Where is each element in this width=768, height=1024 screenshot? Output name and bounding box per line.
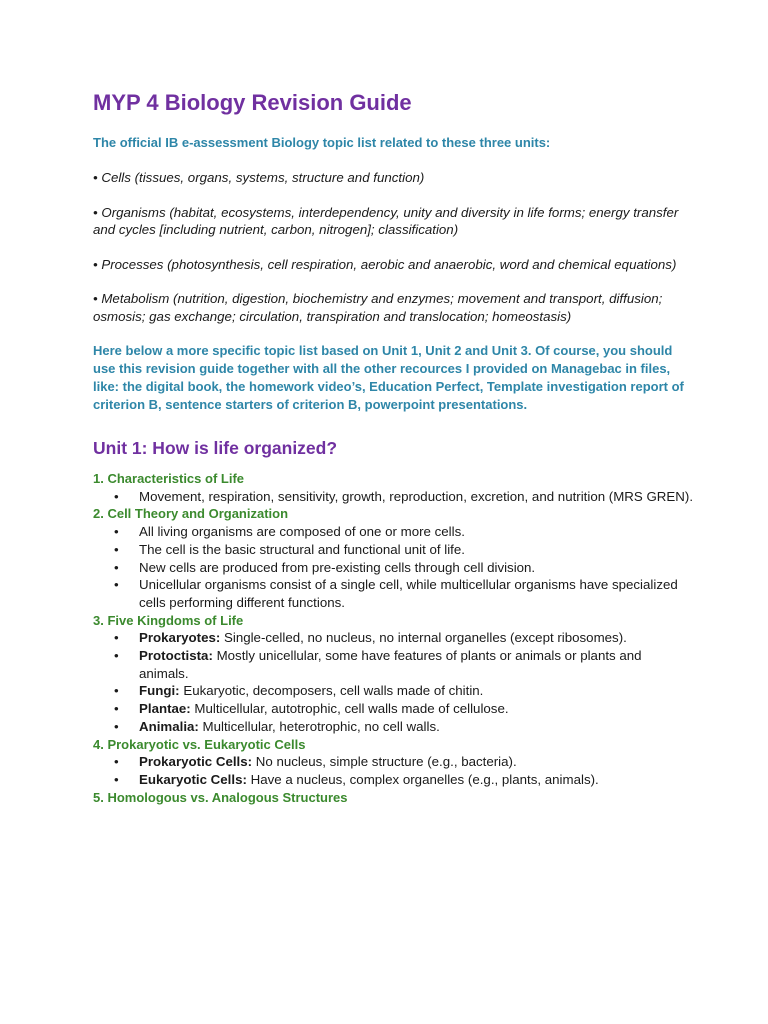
- unit-heading: Unit 1: How is life organized?: [93, 438, 338, 458]
- bullet-icon: •: [114, 541, 119, 557]
- bullet-icon: •: [114, 701, 119, 717]
- item-text: New cells are produced from pre-existing cells through cell division.: [139, 559, 536, 575]
- section-title: 5. Homologous vs. Analogous Structures: [93, 789, 348, 805]
- bullet-icon: •: [114, 683, 119, 699]
- term-label: Fungi:: [139, 683, 180, 699]
- item-text: Mostly unicellular, some have features of plants or animals or plants and animals.: [139, 648, 642, 681]
- list-item: [93, 753, 693, 771]
- bullet-icon: •: [114, 524, 119, 540]
- bullet-list: [93, 488, 693, 506]
- term-label: Animalia:: [139, 718, 199, 734]
- item-text: Multicellular, heterotrophic, no cell walls.: [198, 718, 440, 734]
- topic-processes: • Processes (photosynthesis, cell respiration, aerobic and anaerobic, word and chemical equations): [93, 256, 677, 272]
- item-text: Single-celled, no nucleus, no internal organelles (except ribosomes).: [220, 630, 627, 646]
- bullet-list: [93, 629, 693, 735]
- unit-sections: [93, 470, 693, 806]
- bullet-icon: •: [114, 771, 119, 787]
- intro-text: The official IB e-assessment Biology topic list related to these three units:: [93, 135, 551, 150]
- item-text: Movement, respiration, sensitivity, growth, reproduction, excretion, and nutrition (MRS GREN).: [139, 488, 694, 504]
- term-label: Prokaryotic Cells:: [139, 754, 253, 770]
- list-item: [93, 682, 693, 700]
- bullet-icon: •: [114, 630, 119, 646]
- list-item: [93, 647, 693, 682]
- list-item: [93, 523, 693, 541]
- item-text: Eukaryotic, decomposers, cell walls made of chitin.: [179, 683, 484, 699]
- list-item: [93, 559, 693, 577]
- topic-metabolism: • Metabolism (nutrition, digestion, biochemistry and enzymes; movement and transport, diffusion; osmosis; gas exchange; circulation, transpiration and translocation; homeostasis): [93, 291, 663, 324]
- list-item: [93, 541, 693, 559]
- bullet-list: [93, 753, 693, 788]
- term-label: Prokaryotes:: [139, 630, 221, 646]
- page-title: MYP 4 Biology Revision Guide: [93, 90, 412, 115]
- term-label: Protoctista:: [139, 648, 213, 664]
- section-title: 4. Prokaryotic vs. Eukaryotic Cells: [93, 736, 306, 752]
- item-text: All living organisms are composed of one or more cells.: [139, 524, 465, 540]
- item-text: Multicellular, autotrophic, cell walls made of cellulose.: [190, 701, 509, 717]
- document-content: [93, 88, 693, 806]
- item-text: Unicellular organisms consist of a single cell, while multicellular organisms have specialized cells performing different functions.: [139, 577, 678, 610]
- list-item: [93, 576, 693, 611]
- bullet-icon: •: [114, 718, 119, 734]
- bullet-icon: •: [114, 648, 119, 664]
- bullet-list: [93, 523, 693, 612]
- bullet-icon: •: [114, 559, 119, 575]
- note-text: Here below a more specific topic list based on Unit 1, Unit 2 and Unit 3. Of course, you should use this revision guide together with all the other recources I provided on Managebac in files, like: the digital book, the homework video’s, Education Perfect, Template investigation report of criterion B, sentence starters of criterion B, powerpoint presentations.: [93, 343, 684, 412]
- section-title: 3. Five Kingdoms of Life: [93, 612, 244, 628]
- list-item: [93, 718, 693, 736]
- list-item: [93, 629, 693, 647]
- list-item: [93, 700, 693, 718]
- section-title: 2. Cell Theory and Organization: [93, 506, 289, 522]
- item-text: No nucleus, simple structure (e.g., bacteria).: [252, 754, 517, 770]
- bullet-icon: •: [114, 577, 119, 593]
- section-title: 1. Characteristics of Life: [93, 471, 244, 486]
- item-text: Have a nucleus, complex organelles (e.g., plants, animals).: [246, 771, 599, 787]
- list-item: [93, 488, 693, 506]
- item-text: The cell is the basic structural and functional unit of life.: [139, 541, 465, 557]
- topic-organisms: • Organisms (habitat, ecosystems, interdependency, unity and diversity in life forms; energy transfer and cycles [including nutrient, carbon, nitrogen]; classification): [93, 204, 679, 237]
- bullet-icon: •: [114, 488, 119, 504]
- bullet-icon: •: [114, 754, 119, 770]
- term-label: Eukaryotic Cells:: [139, 771, 247, 787]
- topic-cells: • Cells (tissues, organs, systems, structure and function): [93, 170, 425, 185]
- term-label: Plantae:: [139, 701, 191, 717]
- list-item: [93, 771, 693, 789]
